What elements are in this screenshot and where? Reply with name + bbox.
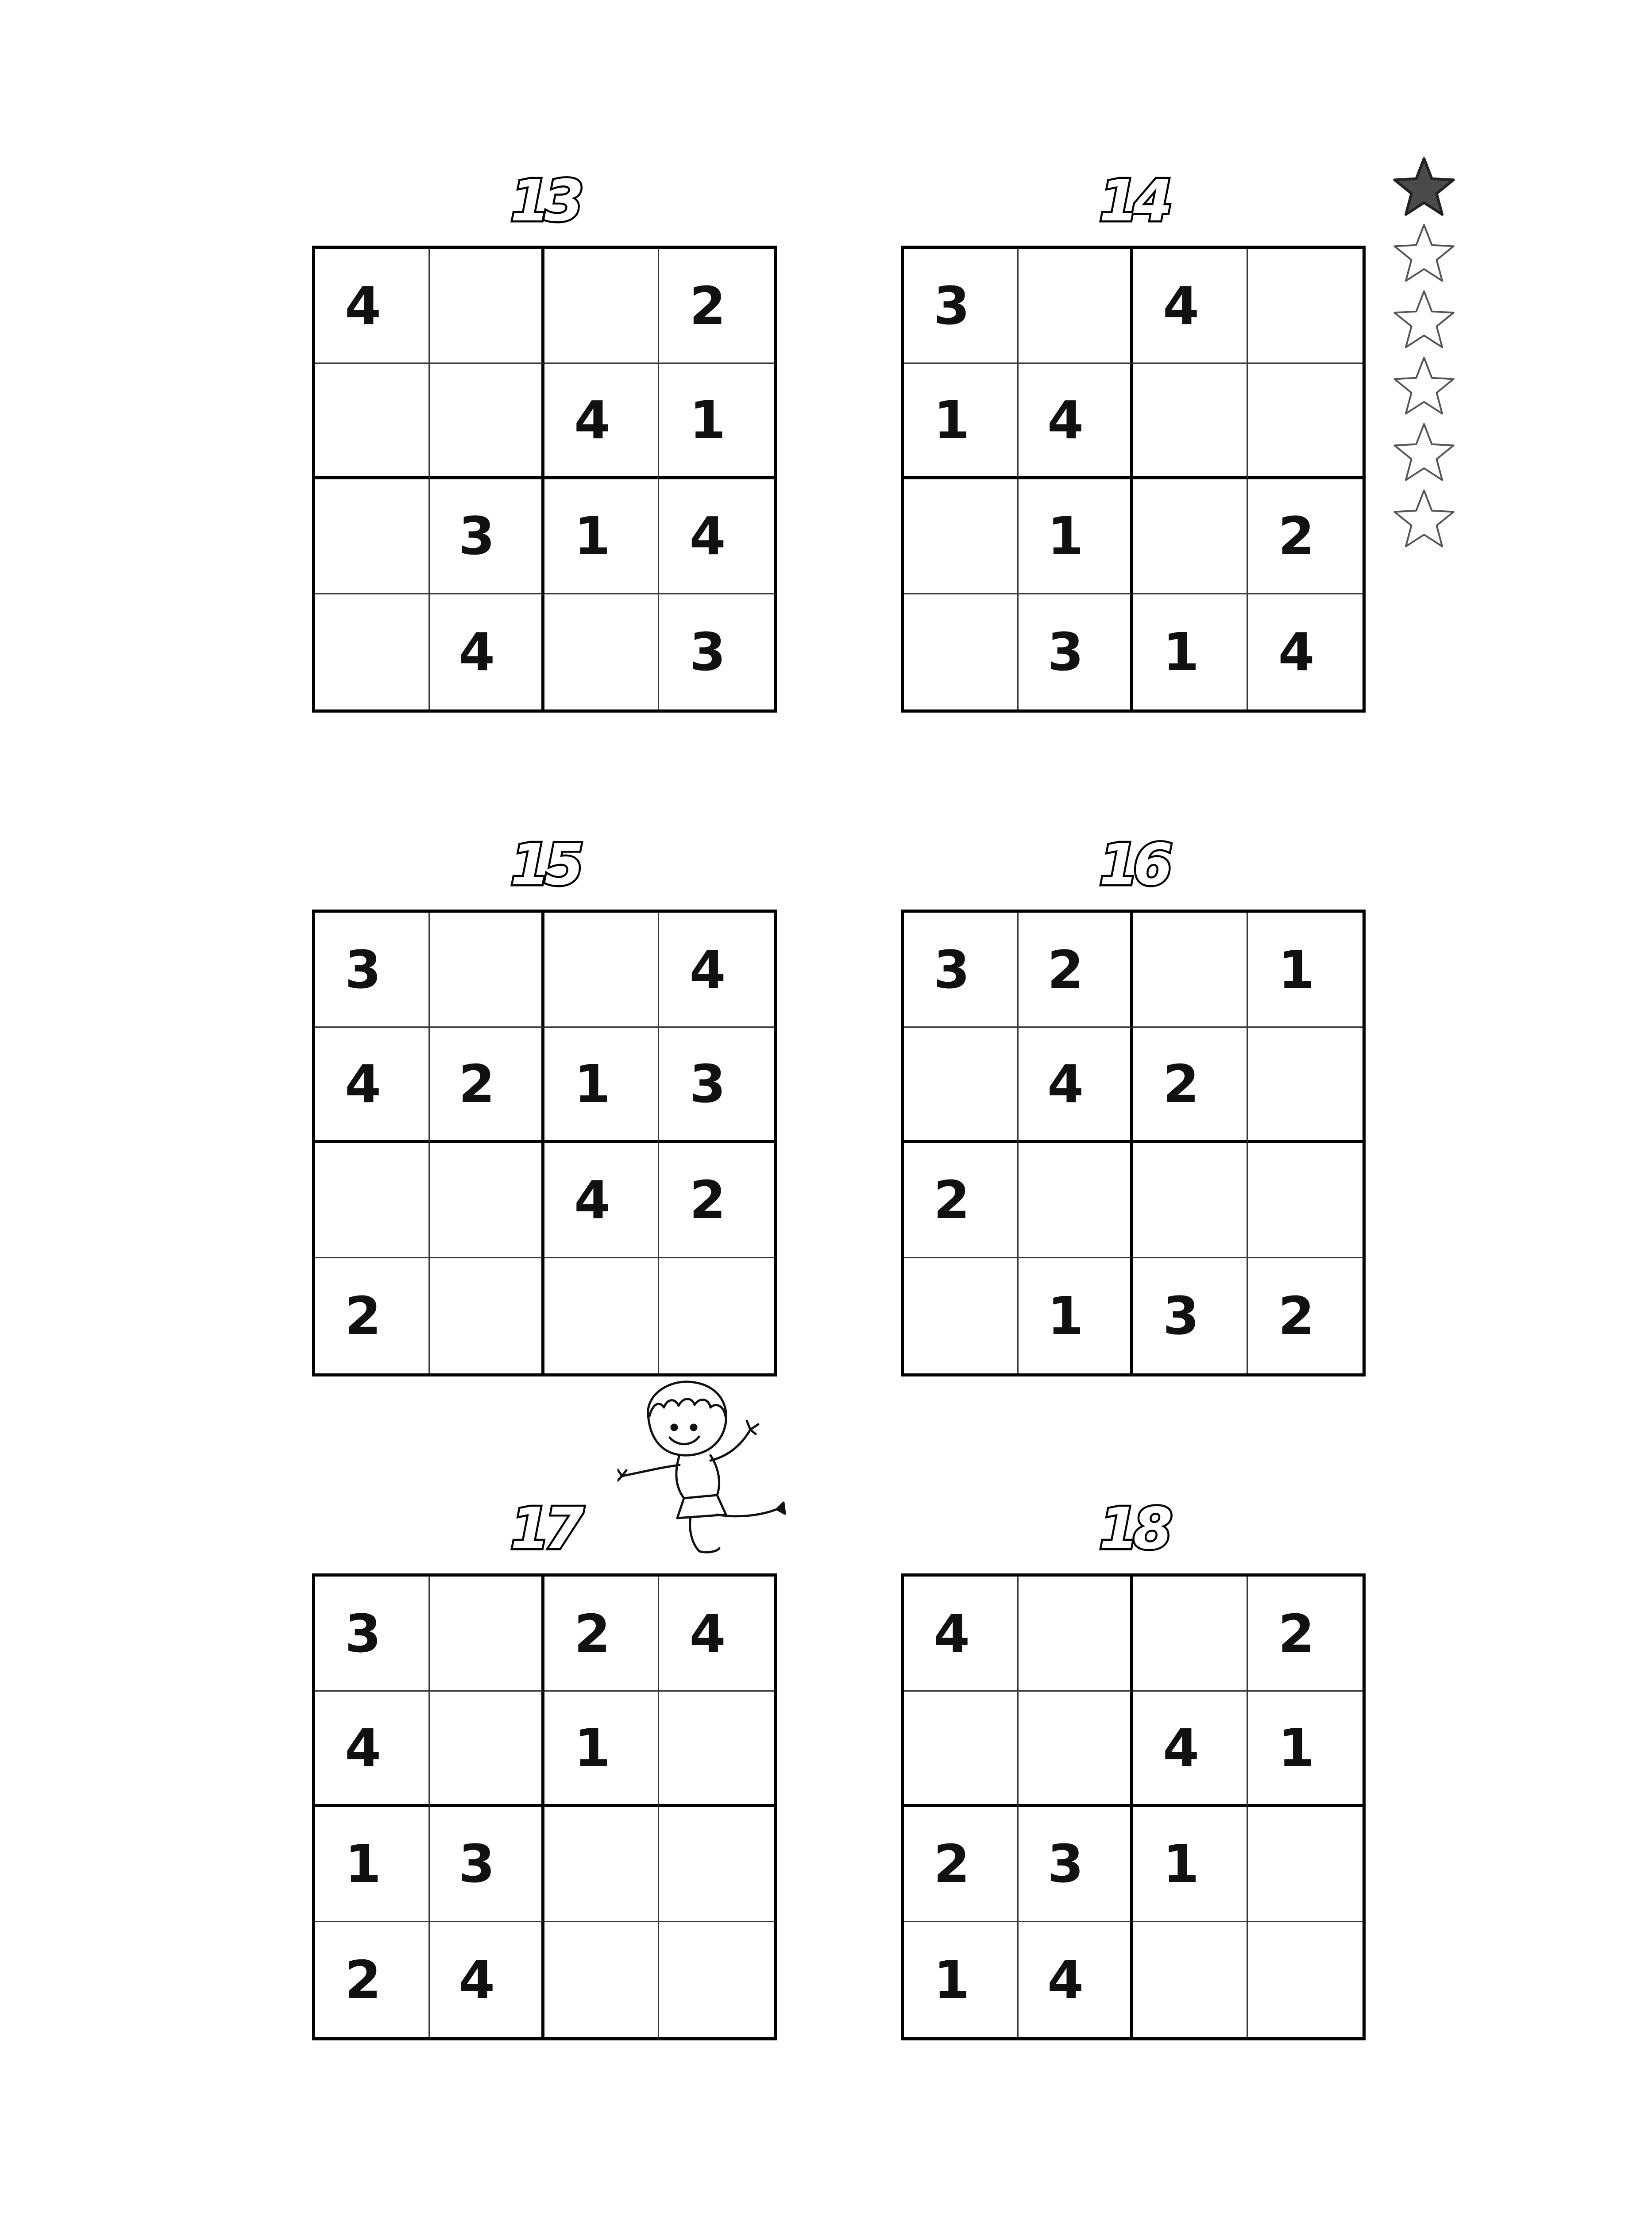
- empty-cell[interactable]: [544, 913, 659, 1028]
- given-digit-cell: 4: [430, 594, 544, 709]
- given-digit-cell: 1: [1248, 1692, 1363, 1807]
- given-digit-cell: 4: [1278, 621, 1315, 682]
- empty-cell[interactable]: [1019, 1692, 1133, 1807]
- given-digit-cell: 3: [659, 1028, 774, 1143]
- given-digit-cell: 1: [1133, 594, 1248, 709]
- given-digit-cell: 4: [315, 249, 430, 364]
- empty-cell[interactable]: [315, 479, 430, 594]
- empty-cell[interactable]: [430, 249, 544, 364]
- given-digit-cell: 2: [1019, 913, 1133, 1028]
- given-digit-cell: 4: [1019, 364, 1133, 479]
- given-digit-cell: 4: [659, 1577, 774, 1692]
- given-digit-cell: 2: [659, 1143, 774, 1258]
- empty-cell[interactable]: [430, 1258, 544, 1373]
- empty-cell[interactable]: [1248, 1807, 1363, 1922]
- sudoku-grid: [312, 910, 777, 1376]
- empty-cell[interactable]: [1019, 1577, 1133, 1692]
- given-digit-cell: 4: [1019, 1028, 1133, 1143]
- empty-cell[interactable]: [1019, 249, 1133, 364]
- given-digit-cell: 2: [904, 1143, 1019, 1258]
- empty-cell[interactable]: [1248, 1143, 1363, 1258]
- empty-cell[interactable]: [659, 1922, 774, 2037]
- given-digit-cell: 1: [659, 364, 774, 479]
- given-digit-cell: 1: [315, 1807, 430, 1922]
- empty-cell[interactable]: [544, 249, 659, 364]
- given-digit-cell: 3: [904, 249, 1019, 364]
- given-digit-cell: 1: [544, 1692, 659, 1807]
- sudoku-grid: [901, 910, 1366, 1376]
- empty-cell[interactable]: [430, 1143, 544, 1258]
- empty-cell[interactable]: [1248, 364, 1363, 479]
- given-digit-cell: 1: [904, 1922, 1019, 2037]
- given-digit-cell: 3: [1133, 1258, 1248, 1373]
- empty-cell[interactable]: [544, 1258, 659, 1373]
- given-digit-cell: 4: [1019, 1922, 1133, 2037]
- empty-cell[interactable]: [430, 1692, 544, 1807]
- given-digit-cell: 3: [1019, 1807, 1133, 1922]
- puzzle-number: 13: [510, 168, 579, 234]
- empty-star-icon: [1390, 487, 1459, 553]
- given-digit-cell: 4: [659, 479, 774, 594]
- empty-cell[interactable]: [315, 594, 430, 709]
- given-digit-cell: 3: [430, 479, 544, 594]
- empty-star-icon: [1390, 288, 1459, 354]
- given-digit-cell: 3: [315, 913, 430, 1028]
- empty-cell[interactable]: [904, 594, 1019, 709]
- given-digit-cell: 1: [1019, 1258, 1133, 1373]
- given-digit-cell: 2: [315, 1922, 430, 2037]
- empty-cell[interactable]: [544, 1807, 659, 1922]
- empty-cell[interactable]: [1133, 1143, 1248, 1258]
- empty-cell[interactable]: [544, 1922, 659, 2037]
- given-digit-cell: 1: [544, 479, 659, 594]
- given-digit-cell: 2: [1133, 1028, 1248, 1143]
- empty-cell[interactable]: [659, 1807, 774, 1922]
- puzzle-number: 16: [1099, 832, 1168, 898]
- given-digit-cell: 3: [1019, 594, 1133, 709]
- given-digit-cell: 4: [544, 364, 659, 479]
- given-digit-cell: 1: [904, 364, 1019, 479]
- given-digit-cell: 4: [315, 1028, 430, 1143]
- given-digit-cell: 2: [544, 1577, 659, 1692]
- sudoku-grid: [312, 1573, 777, 2040]
- empty-cell[interactable]: [1133, 1577, 1248, 1692]
- empty-star-icon: [1390, 420, 1459, 487]
- given-digit-cell: 1: [1248, 913, 1363, 1028]
- given-digit-cell: 2: [1248, 479, 1363, 594]
- given-digit-cell: 4: [904, 1577, 1019, 1692]
- empty-cell[interactable]: [659, 1258, 774, 1373]
- given-digit-cell: 3: [430, 1807, 544, 1922]
- given-digit-cell: 2: [904, 1807, 1019, 1922]
- empty-cell[interactable]: [430, 913, 544, 1028]
- empty-cell[interactable]: [904, 1258, 1019, 1373]
- given-digit-cell: 2: [1278, 1285, 1315, 1346]
- given-digit-cell: 2: [430, 1028, 544, 1143]
- given-digit-cell: 1: [544, 1028, 659, 1143]
- empty-cell[interactable]: [904, 1028, 1019, 1143]
- empty-cell[interactable]: [904, 1692, 1019, 1807]
- given-digit-cell: 2: [315, 1258, 430, 1373]
- empty-cell[interactable]: [1019, 1143, 1133, 1258]
- puzzle-number: 17: [510, 1496, 579, 1562]
- difficulty-stars: [1390, 155, 1461, 562]
- sudoku-grid: [901, 246, 1366, 713]
- sudoku-grid: [901, 1573, 1366, 2040]
- empty-cell[interactable]: [430, 364, 544, 479]
- empty-cell[interactable]: [1133, 364, 1248, 479]
- given-digit-cell: 4: [659, 913, 774, 1028]
- empty-cell[interactable]: [904, 479, 1019, 594]
- puzzle-number: 18: [1099, 1496, 1168, 1562]
- empty-cell[interactable]: [1248, 1028, 1363, 1143]
- given-digit-cell: 3: [904, 913, 1019, 1028]
- filled-star-icon: [1390, 155, 1459, 221]
- puzzle-number: 14: [1099, 168, 1168, 234]
- given-digit-cell: 1: [1133, 1807, 1248, 1922]
- empty-cell[interactable]: [430, 1577, 544, 1692]
- given-digit-cell: 4: [430, 1922, 544, 2037]
- given-digit-cell: 4: [1133, 249, 1248, 364]
- given-digit-cell: 4: [315, 1692, 430, 1807]
- given-digit-cell: 2: [1248, 1577, 1363, 1692]
- given-digit-cell: 3: [689, 621, 726, 682]
- empty-cell[interactable]: [1248, 249, 1363, 364]
- given-digit-cell: 4: [544, 1143, 659, 1258]
- empty-cell[interactable]: [315, 1143, 430, 1258]
- given-digit-cell: 3: [315, 1577, 430, 1692]
- empty-cell[interactable]: [1248, 1922, 1363, 2037]
- given-digit-cell: 1: [1019, 479, 1133, 594]
- empty-cell[interactable]: [1133, 1922, 1248, 2037]
- empty-star-icon: [1390, 221, 1459, 288]
- empty-cell[interactable]: [1133, 913, 1248, 1028]
- empty-cell[interactable]: [315, 364, 430, 479]
- empty-cell[interactable]: [659, 1692, 774, 1807]
- empty-cell[interactable]: [544, 594, 659, 709]
- puzzle-number: 15: [510, 832, 579, 898]
- cartoon-kid-icon: [618, 1376, 812, 1562]
- empty-cell[interactable]: [1133, 479, 1248, 594]
- sudoku-grid: [312, 246, 777, 713]
- given-digit-cell: 2: [659, 249, 774, 364]
- given-digit-cell: 4: [1133, 1692, 1248, 1807]
- empty-star-icon: [1390, 354, 1459, 420]
